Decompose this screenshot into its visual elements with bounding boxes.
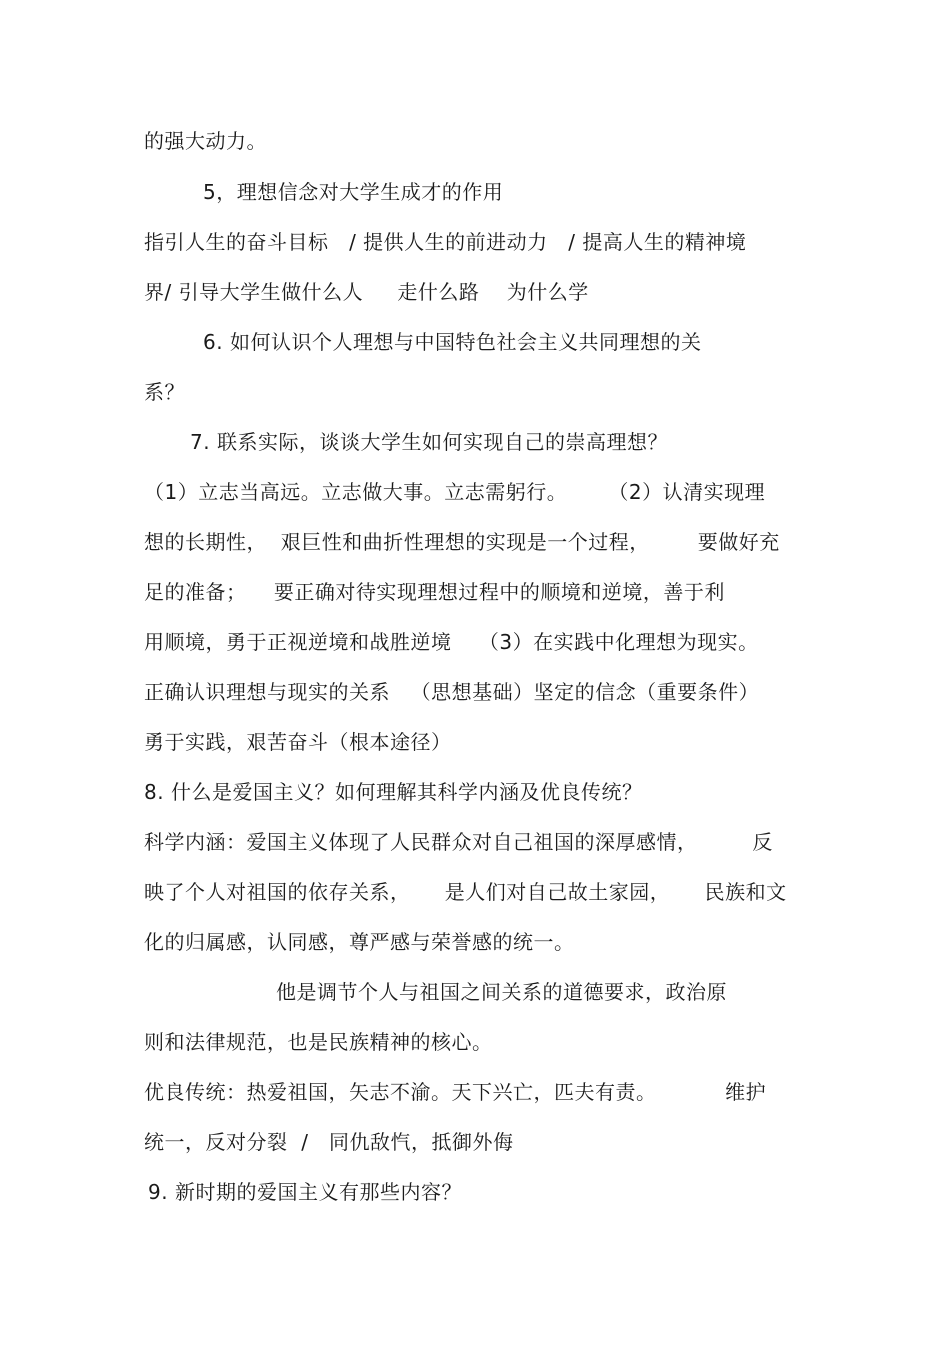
text-line: 统一，反对分裂 / 同仇敌忾，抵御外侮: [144, 1130, 514, 1154]
text-line: 科学内涵：爱国主义体现了人民群众对自己祖国的深厚感情， 反: [144, 830, 773, 854]
text-line: 优良传统：热爱祖国，矢志不渝。天下兴亡，匹夫有责。 维护: [144, 1080, 767, 1104]
text-line: 想的长期性， 艰巨性和曲折性理想的实现是一个过程， 要做好充: [144, 530, 780, 554]
heading-question-5: 5，理想信念对大学生成才的作用: [203, 180, 504, 204]
heading-question-8: 8. 什么是爱国主义？如何理解其科学内涵及优良传统？: [144, 780, 643, 804]
text-line: 正确认识理想与现实的关系 （思想基础）坚定的信念（重要条件）: [144, 680, 760, 704]
text-line: 界/ 引导大学生做什么人 走什么路 为什么学: [144, 280, 589, 304]
heading-question-7: 7. 联系实际，谈谈大学生如何实现自己的崇高理想？: [190, 430, 668, 454]
text-line: （1）立志当高远。立志做大事。立志需躬行。 （2）认清实现理: [144, 480, 766, 504]
heading-question-9: 9. 新时期的爱国主义有那些内容？: [148, 1180, 462, 1204]
text-line: 用顺境，勇于正视逆境和战胜逆境 （3）在实践中化理想为现实。: [144, 630, 759, 654]
text-line: 则和法律规范，也是民族精神的核心。: [144, 1030, 493, 1054]
text-line: 系？: [144, 380, 185, 404]
text-line: 足的准备； 要正确对待实现理想过程中的顺境和逆境，善于利: [144, 580, 725, 604]
text-line: 指引人生的奋斗目标 / 提供人生的前进动力 / 提高人生的精神境: [144, 230, 747, 254]
text-line: 勇于实践，艰苦奋斗（根本途径）: [144, 730, 452, 754]
text-line: 他是调节个人与祖国之间关系的道德要求，政治原: [276, 980, 727, 1004]
text-line: 映了个人对祖国的依存关系， 是人们对自己故土家园， 民族和文: [144, 880, 787, 904]
text-line: 化的归属感，认同感，尊严感与荣誉感的统一。: [144, 930, 575, 954]
text-line: 的强大动力。: [144, 129, 267, 153]
heading-question-6: 6. 如何认识个人理想与中国特色社会主义共同理想的关: [203, 330, 702, 354]
